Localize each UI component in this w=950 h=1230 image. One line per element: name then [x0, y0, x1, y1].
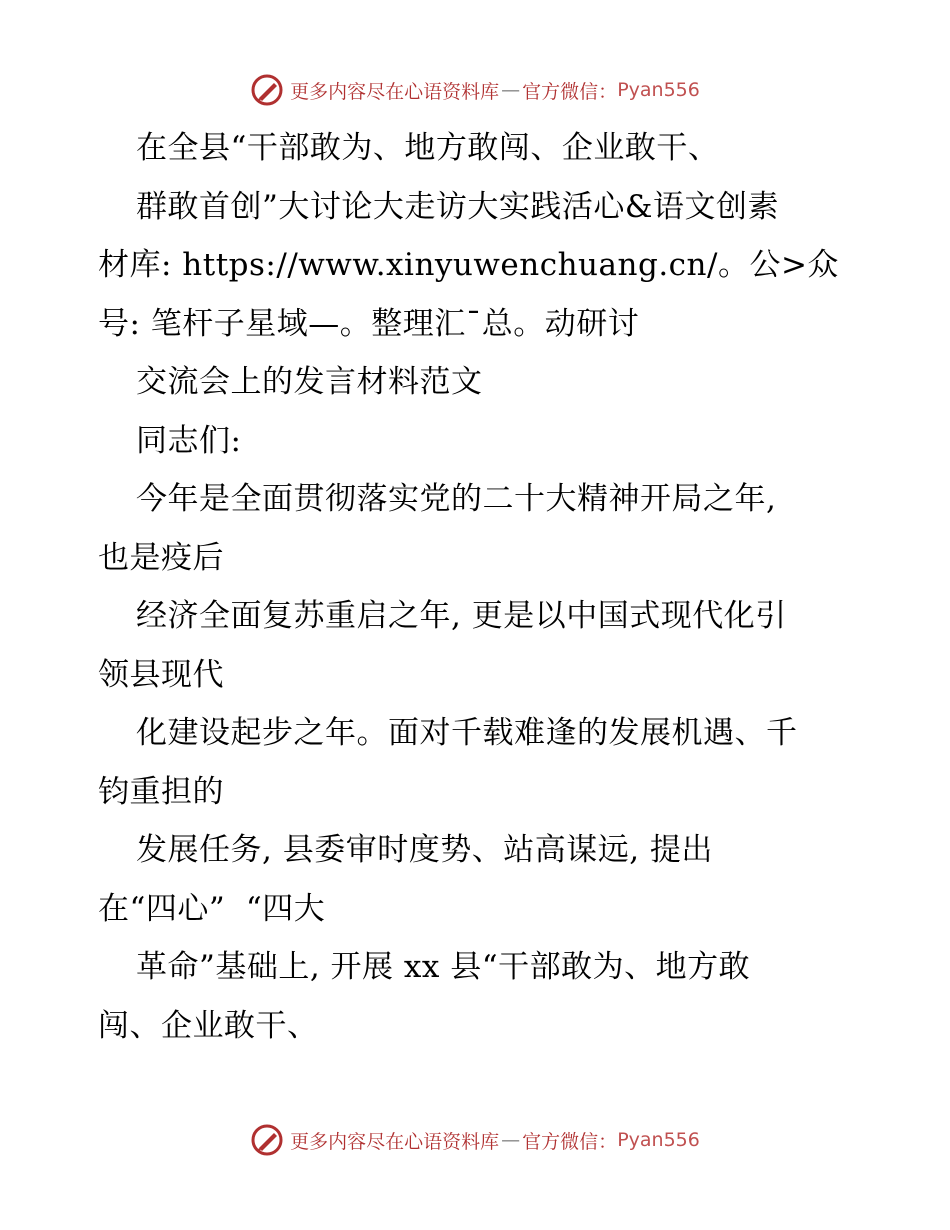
footer-banner: [0, 1120, 950, 1160]
body-line: 也是疫后: [98, 540, 224, 576]
body-line: 在“四心” “四大: [98, 891, 326, 927]
body-line: 闯、企业敢干、: [98, 1008, 319, 1044]
banner-text: 更多内容尽在心语资料库: [290, 1130, 500, 1153]
body-line: 同志们:: [136, 423, 242, 459]
pen-logo-icon: [250, 1123, 284, 1157]
banner-wechat-label: 官方微信：: [522, 1130, 618, 1153]
body-line: 在全县“干部敢为、地方敢闯、企业敢干、: [136, 130, 720, 166]
body-line: 今年是全面贯彻落实党的二十大精神开局之年,: [136, 481, 777, 517]
header-banner: [0, 70, 950, 110]
body-line: 交流会上的发言材料范文: [136, 364, 483, 400]
body-line: 化建设起步之年。面对千载难逢的发展机遇、千: [136, 715, 798, 751]
banner-separator: —: [501, 79, 521, 101]
banner-text: 更多内容尽在心语资料库: [290, 80, 500, 103]
banner-wechat-label: 官方微信：: [522, 80, 618, 103]
banner-account: Pyan556: [617, 79, 700, 101]
body-line: 经济全面复苏重启之年, 更是以中国式现代化引: [136, 598, 787, 634]
body-line: 领县现代: [98, 657, 224, 693]
body-line: 发展任务, 县委审时度势、站高谋远, 提出: [136, 832, 713, 868]
body-line: 材库: https://www.xinyuwenchuang.cn/。公>众: [98, 247, 839, 283]
body-line: 革命”基础上, 开展 xx 县“干部敢为、地方敢: [136, 949, 751, 985]
body-line: 号: 笔杆子星域—。整理汇¯总。动研讨: [98, 306, 640, 342]
banner-account: Pyan556: [617, 1129, 700, 1151]
banner-separator: —: [501, 1129, 521, 1151]
body-line: 钧重担的: [98, 774, 224, 810]
pen-logo-icon: [250, 73, 284, 107]
body-line: 群敢首创”大讨论大走访大实践活心&语文创素: [136, 189, 779, 225]
